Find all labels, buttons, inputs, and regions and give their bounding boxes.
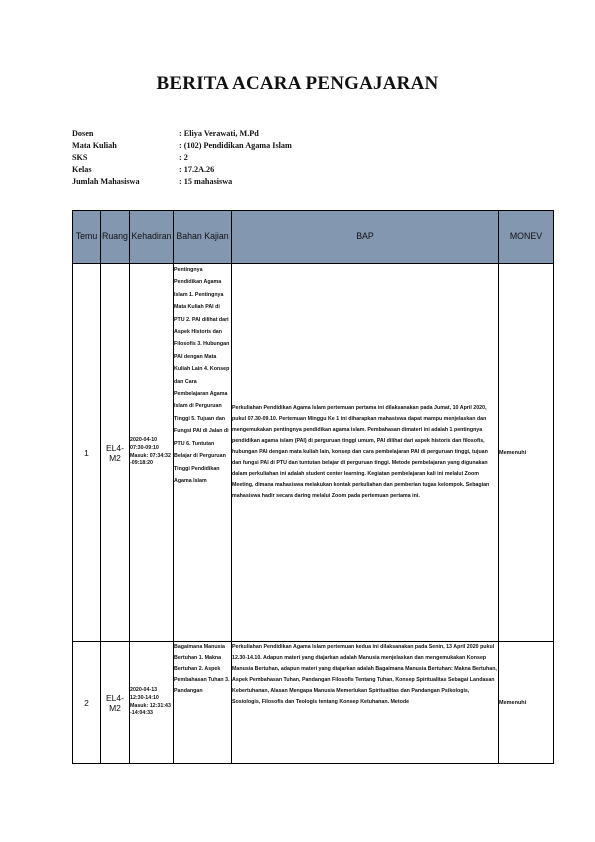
- cell-temu: 1: [73, 264, 101, 642]
- cell-bap: Perkuliahan Pendidikan Agama Islam pertemuan pertama ini dilaksanakan pada Jumat, 10 April 2020, pukul 07.30-09.10. Pertemuan Minggu Ke 1 ini diharapkan mahasiswa dapat mampu menjelaskan dan mengemukakan pentingnya pendidikan agama islam. Pembahasan dimateri ini adalah 1 pentingnya pendidikan agama islam (PAI) di perguruan tinggi umum, PAI dilihat dari aspek historis dan filosofis, hubungan PAI dengan mata kuliah lain, konsep dan cara pembelajaran PAI di perguruan tinggi, tujuan dan fungsi PAI di PTU dan tuntutan belajar di perguruan tinggi. Metode pembelajaran yang digunakan dalam perkuliahan ini adalah student center learning. Kegiatan pembelajaran kali ini melalui Zoom Meeting, dimana mahasiswa melakukan kontak perkuliahan dan pemberian tugas kelompok. Sebagian mahasiswa hadir secara daring melalui Zoom pada pertemuan pertama ini.: [232, 264, 499, 642]
- cell-bahan-kajian-text: Bagaimana Manusia Bertuhan 1. Makna Bertuhan 2. Aspek Pembahasan Tuhan 3. Pandangan: [174, 644, 230, 694]
- cell-bahan-kajian: Pentingnya Pendidikan Agama Islam 1. Pentingnya Mata Kuliah PAI di PTU 2. PAI dilihat dari Aspek Historis dan Filosofis 3. Hubungan PAI dengan Mata Kuliah Lain 4. Konsep dan Cara Pembelajaran Agama Islam di Perguruan Tinggi 5. Tujuan dan Fungsi PAI di Jalan di PTU 6. Tuntutan Belajar di Perguruan Tinggi Pendidikan Agama Islam: [174, 264, 232, 642]
- bap-table: [72, 210, 554, 764]
- cell-kehadiran: 2020-04-10 07:30-09:10 Masuk: 07:34:32 -09:18:20: [130, 264, 174, 642]
- cell-monev: Memenuhi: [499, 264, 554, 642]
- info-row-sks: [72, 152, 292, 164]
- info-row-dosen: [72, 128, 292, 140]
- cell-temu: 2: [73, 642, 101, 764]
- info-value: : (102) Pendidikan Agama Islam: [179, 141, 292, 150]
- cell-bahan-kajian: [174, 642, 232, 764]
- table-row: [73, 642, 554, 764]
- cell-ruang: EL4-M2: [101, 264, 130, 642]
- info-label: Dosen: [72, 129, 94, 138]
- cell-kehadiran: 2020-04-13 12:30-14:10 Masuk: 12:31:43 -14:04:33: [130, 642, 174, 764]
- info-value: : 15 mahasiswa: [179, 177, 233, 186]
- cell-bap-text: Perkuliahan Pendidikan Agama Islam pertemuan kedua ini dilaksanakan pada Senin, 13 April 2020 pukul 12.30-14.10. Adapun materi yang diajarkan adalah Manusia menjelaskan dan mengemukakan Konsep Manusia Bertuhan, adapun materi yang diajarkan adalah Bagaimana Manusia Bertuhan: Makna Bertuhan, Aspek Pembahasan Tuhan, Pandangan Filosofis Tentang Tuhan, Konsep Spiritualitas Sebagai Landasan Kebertuhanan, Alasan Mengapa Manusia Memerlukan Spiritualitas dan Pandangan Psikologis, Sosiologis, Filosofis dan Teologis tentang Konsep Ketuhanan. Metode: [232, 644, 497, 705]
- info-value: : 2: [179, 153, 188, 162]
- table-header-row: [73, 211, 554, 264]
- info-label: SKS: [72, 153, 88, 162]
- header-ruang: Ruang: [101, 211, 130, 264]
- info-row-mata-kuliah: [72, 140, 292, 152]
- cell-bap: [232, 642, 499, 764]
- header-temu: Temu: [73, 211, 101, 264]
- info-label: Kelas: [72, 165, 92, 174]
- info-row-kelas: [72, 164, 292, 176]
- header-bahan-kajian: Bahan Kajian: [174, 211, 232, 264]
- header-bap: BAP: [232, 211, 499, 264]
- info-row-jumlah-mahasiswa: [72, 176, 292, 188]
- page-title: BERITA ACARA PENGAJARAN: [156, 73, 439, 94]
- header-kehadiran: Kehadiran: [130, 211, 174, 264]
- info-label: Jumlah Mahasiswa: [72, 177, 140, 186]
- cell-monev: Memenuhi: [499, 642, 554, 764]
- table-row: [73, 264, 554, 642]
- cell-ruang: EL4-M2: [101, 642, 130, 764]
- header-monev: MONEV: [499, 211, 554, 264]
- course-info: [72, 128, 292, 188]
- info-value: : Eliya Verawati, M.Pd: [179, 129, 259, 138]
- info-label: Mata Kuliah: [72, 141, 117, 150]
- info-value: : 17.2A.26: [179, 165, 215, 174]
